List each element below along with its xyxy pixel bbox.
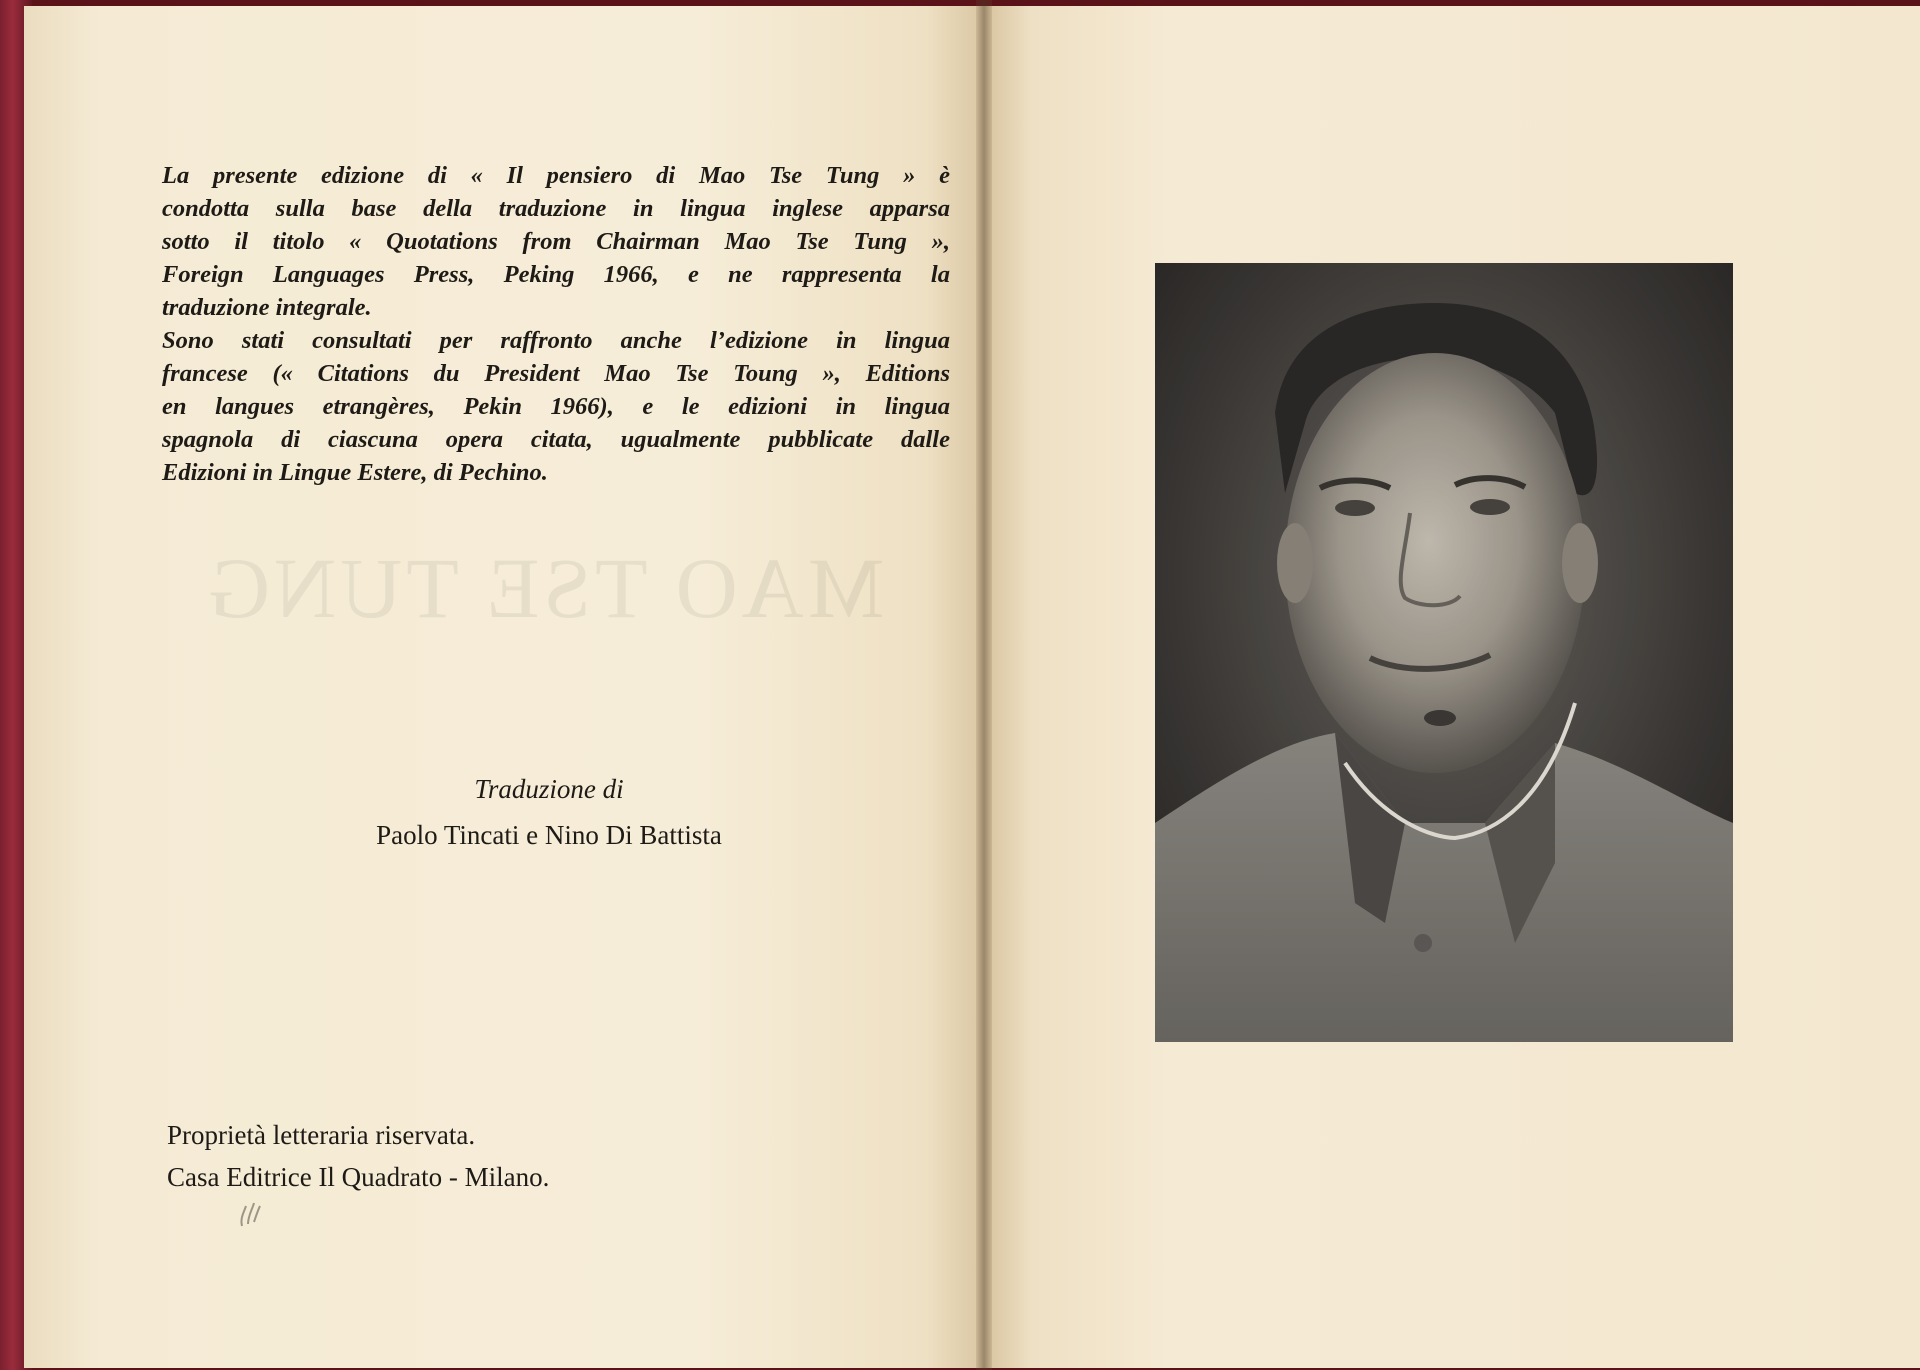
translators: Paolo Tincati e Nino Di Battista xyxy=(376,820,722,850)
note-line: Sono stati consultati per raffronto anche l’edizione in lingua xyxy=(162,327,950,354)
edition-note xyxy=(162,159,950,489)
note-line: Edizioni in Lingue Estere, di Pechino. xyxy=(162,459,548,486)
note-line: condotta sulla base della traduzione in lingua inglese apparsa xyxy=(162,195,950,222)
note-line: Foreign Languages Press, Peking 1966, e ne rappresenta la xyxy=(162,261,950,288)
note-line: sotto il titolo « Quotations from Chairman Mao Tse Tung », xyxy=(162,228,950,255)
bleed-through-title: MAO TSE TUNG xyxy=(204,540,885,636)
note-line: traduzione integrale. xyxy=(162,294,372,321)
ink-smudge xyxy=(236,1198,264,1228)
rights-notice: Proprietà letteraria riservata. xyxy=(167,1120,476,1150)
portrait-photo xyxy=(1155,263,1733,1042)
note-line: francese (« Citations du President Mao Tse Toung », Editions xyxy=(162,360,950,387)
note-line: La presente edizione di « Il pensiero di Mao Tse Tung » è xyxy=(162,162,950,189)
left-page xyxy=(24,6,984,1368)
publisher-line: Casa Editrice Il Quadrato - Milano. xyxy=(167,1162,550,1192)
translation-label: Traduzione di xyxy=(474,774,624,804)
note-line: en langues etrangères, Pekin 1966), e le edizioni in lingua xyxy=(162,393,950,420)
note-line: spagnola di ciascuna opera citata, ugualmente pubblicate dalle xyxy=(162,426,950,453)
portrait-image xyxy=(1155,263,1733,1042)
book-gutter xyxy=(976,0,992,1370)
publisher-notes xyxy=(167,1114,549,1198)
